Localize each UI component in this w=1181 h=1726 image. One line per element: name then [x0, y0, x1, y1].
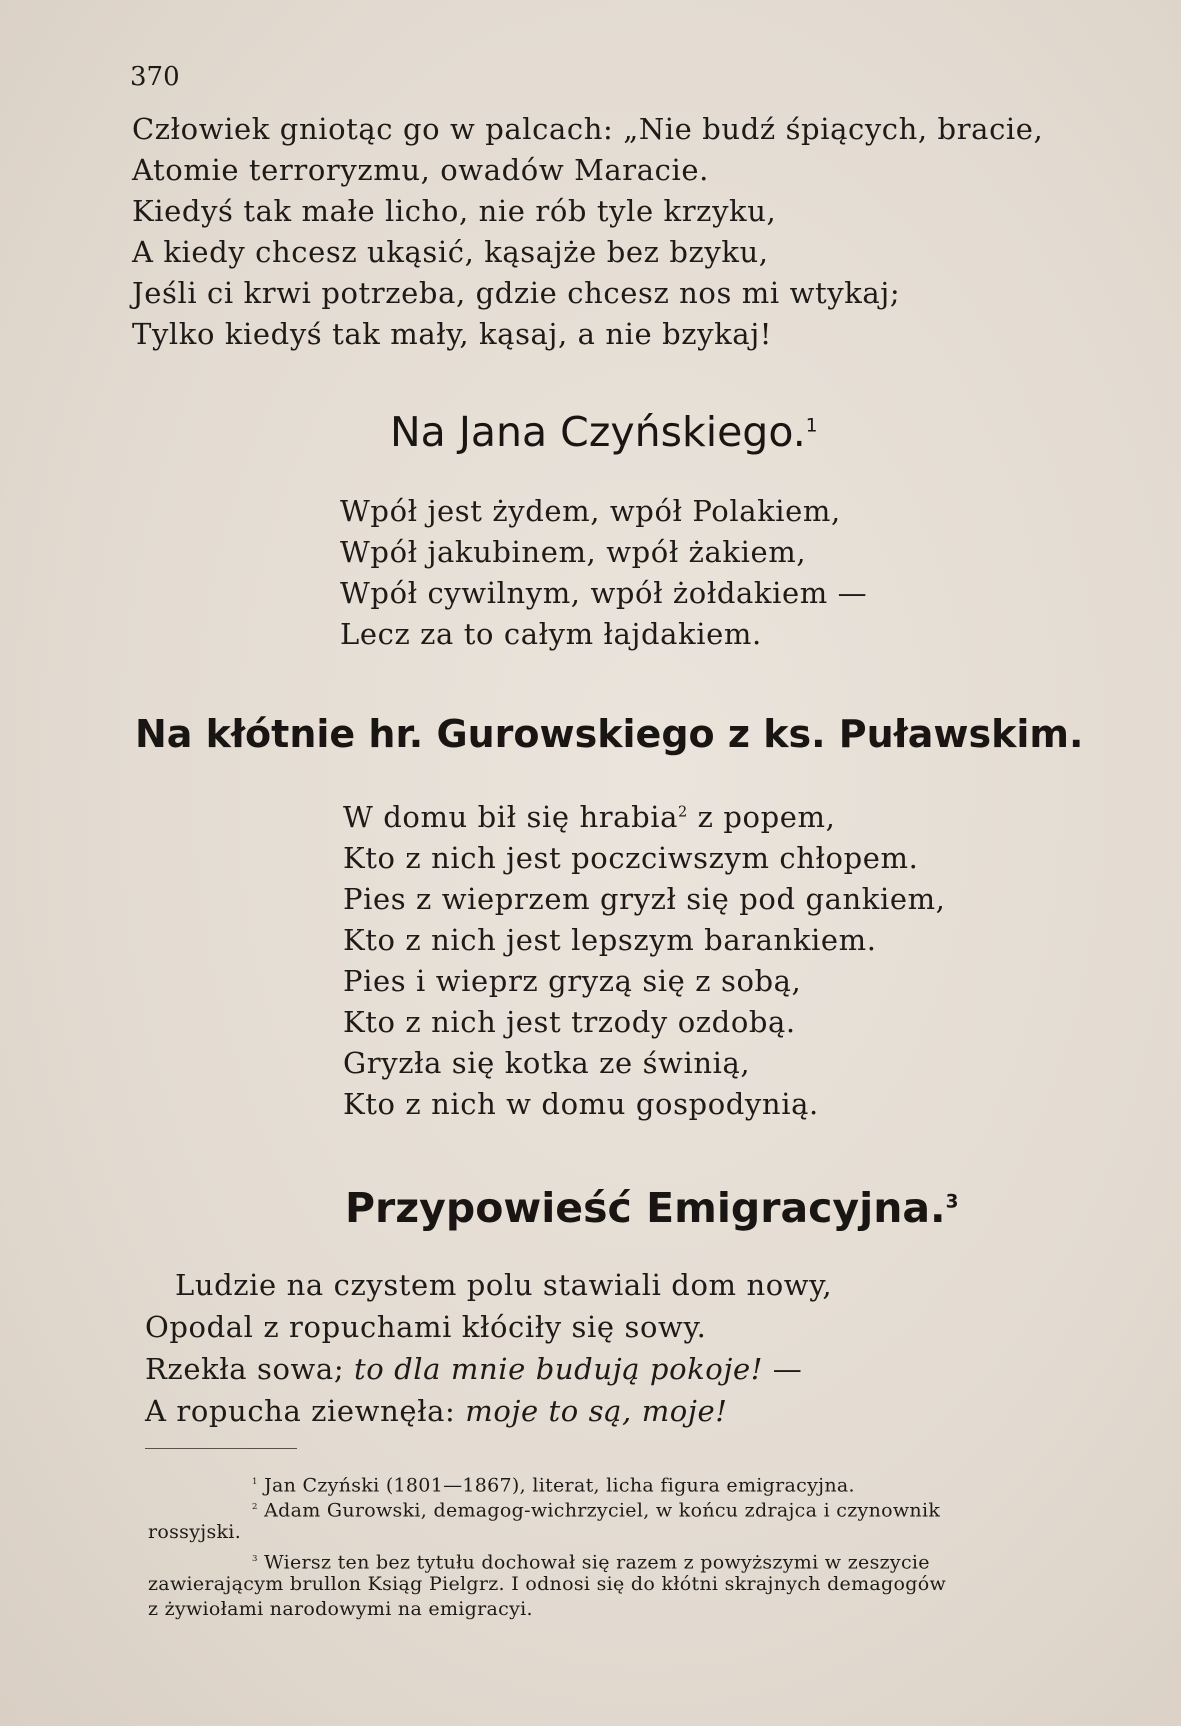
poem-verse: Pies z wieprzem gryzł się pod gankiem,: [343, 882, 946, 916]
intro-verse: Kiedyś tak małe licho, nie rób tyle krzyku,: [132, 194, 777, 228]
poem-verse: Kto z nich w domu gospodynią.: [343, 1087, 819, 1121]
footnote-3-continued: zawierającym brullon Ksiąg Pielgrz. I odnosi się do kłótni skrajnych demagogów: [148, 1573, 947, 1595]
poem-verse: Lecz za to całym łajdakiem.: [340, 617, 762, 651]
poem-verse: Kto z nich jest trzody ozdobą.: [343, 1005, 796, 1039]
poem-verse: Wpół cywilnym, wpół żołdakiem —: [340, 576, 868, 610]
footnote-3-continued: z żywiołami narodowymi na emigracyi.: [148, 1598, 533, 1620]
poem-title: Na kłótnie hr. Gurowskiego z ks. Puławskim.: [135, 712, 1084, 756]
footnote-1: $^1$ Jan Czyński (1801—1867), literat, licha figura emigracyjna.: [252, 1474, 855, 1497]
intro-verse: Jeśli ci krwi potrzeba, gdzie chcesz nos mi wtykaj;: [132, 276, 901, 310]
footnote-ref: 2: [678, 804, 688, 821]
intro-verse: A kiedy chcesz ukąsić, kąsajże bez bzyku,: [132, 235, 769, 269]
poem-verse: Opodal z ropuchami kłóciły się sowy.: [145, 1310, 707, 1344]
page-number: 370: [130, 62, 180, 92]
poem-verse: Rzekła sowa; to dla mnie budują pokoje! —: [145, 1352, 803, 1386]
footnote-3: $^3$ Wiersz ten bez tytułu dochował się razem z powyższymi w zeszycie: [252, 1551, 930, 1574]
intro-verse: Tylko kiedyś tak mały, kąsaj, a nie bzykaj!: [132, 317, 773, 351]
poem-verse: Ludzie na czystem polu stawiali dom nowy,: [175, 1268, 833, 1302]
footnote-ref: 1: [805, 415, 818, 437]
poem-verse: Gryzła się kotka ze świnią,: [343, 1046, 751, 1080]
poem-verse: Kto z nich jest poczciwszym chłopem.: [343, 841, 919, 875]
footnote-divider: [145, 1448, 297, 1449]
poem-title: Przypowieść Emigracyjna.$^3$: [345, 1184, 959, 1232]
poem-verse: W domu bił się hrabia$^2$ z popem,: [343, 800, 836, 834]
footnote-ref: 3: [945, 1191, 959, 1213]
poem-verse: A ropucha ziewnęła: moje to są, moje!: [145, 1394, 728, 1428]
intro-verse: Atomie terroryzmu, owadów Maracie.: [132, 153, 709, 187]
poem-verse: Wpół jest żydem, wpół Polakiem,: [340, 494, 841, 528]
intro-verse: Człowiek gniotąc go w palcach: „Nie budź śpiących, bracie,: [132, 112, 1044, 146]
poem-verse: Wpół jakubinem, wpół żakiem,: [340, 535, 807, 569]
footnote-2-continued: rossyjski.: [148, 1521, 242, 1543]
footnote-2: $^2$ Adam Gurowski, demagog-wichrzyciel, w końcu zdrajca i czynownik: [252, 1499, 941, 1522]
poem-title: Na Jana Czyńskiego.$^1$: [390, 408, 818, 456]
poem-verse: Kto z nich jest lepszym barankiem.: [343, 923, 877, 957]
poem-verse: Pies i wieprz gryzą się z sobą,: [343, 964, 802, 998]
